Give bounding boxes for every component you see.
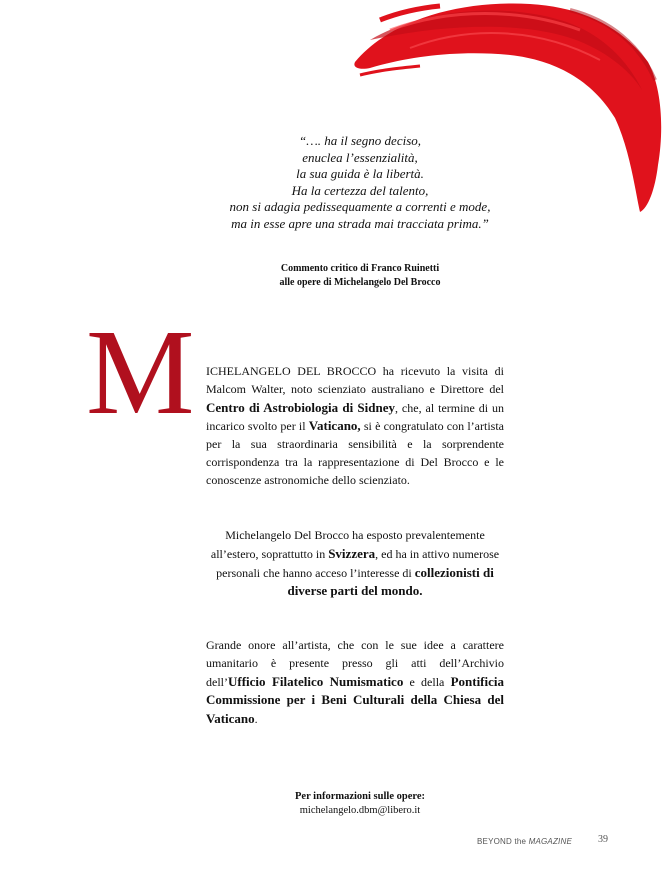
bold-run: collezionisti di diverse parti del mondo. [287, 564, 494, 599]
text-run: , ed ha in attivo numerose personali che hanno acceso l’interesse di [216, 546, 500, 580]
page-number: 39 [598, 834, 608, 845]
quote-line: ma in esse apre una strada mai tracciata prima.” [231, 215, 489, 231]
bold-run: Vaticano, [308, 418, 361, 434]
brand-part: MAGAZINE [528, 837, 572, 846]
contact-email: michelangelo.dbm@libero.it [299, 805, 421, 816]
text-run: e della [403, 674, 451, 689]
text-run: si è congratulato con l’artista per la sua straordinaria sensibilità e la sorprendente corrispondenza tra la rappresentazione di Del Brocco e le conoscenze astronomiche dello scienziato. [206, 419, 504, 487]
brand-part: the [514, 837, 527, 846]
quote-line: non si adagia pedissequamente a correnti e mode, [229, 199, 491, 215]
credit-line-2: alle opere di Michelangelo Del Brocco [279, 277, 441, 288]
drop-cap: M [86, 305, 195, 440]
bold-run: Pontificia Commissione per i Beni Culturali della Chiesa del Vaticano [206, 673, 504, 727]
bold-run: Centro di Astrobiologia di Sidney [206, 399, 395, 415]
text-run: Michelangelo Del Brocco ha esposto prevalentemente all’estero, soprattutto in [210, 528, 485, 561]
text-run: Grande onore all’artista, che con le sue idee a carattere umanitario è presente presso gli atti dell’Archivio dell’ [206, 638, 504, 689]
quote-line: Ha la certezza del talento, [291, 182, 429, 198]
article-paragraph-3 [206, 637, 504, 729]
article-paragraph-2 [206, 527, 504, 601]
pull-quote [210, 133, 510, 233]
quote-line: “…. ha il segno deciso, [298, 133, 422, 148]
credit-line-1: Commento critico di Franco Ruinetti [280, 263, 440, 274]
text-run: , che, al termine di un incarico svolto per il [206, 400, 505, 434]
text-run: ha ricevuto la visita di Malcom Walter, noto scienziato australiano e Direttore del [206, 364, 504, 396]
bold-run: Ufficio Filatelico Numismatico [228, 673, 404, 689]
quote-line: enuclea l’essenzialità, [302, 149, 418, 165]
artist-name: ICHELANGELO DEL BROCCO [206, 364, 377, 378]
article-paragraph-1 [206, 363, 504, 490]
contact-heading: Per informazioni sulle opere: [295, 791, 425, 802]
quote-credit [210, 262, 510, 290]
magazine-brand [477, 837, 572, 846]
bold-run: Svizzera [328, 545, 376, 561]
quote-line: la sua guida è la libertà. [296, 166, 424, 182]
text-run: . [254, 712, 258, 727]
contact-info [210, 790, 510, 818]
brand-part: BEYOND [477, 837, 512, 846]
